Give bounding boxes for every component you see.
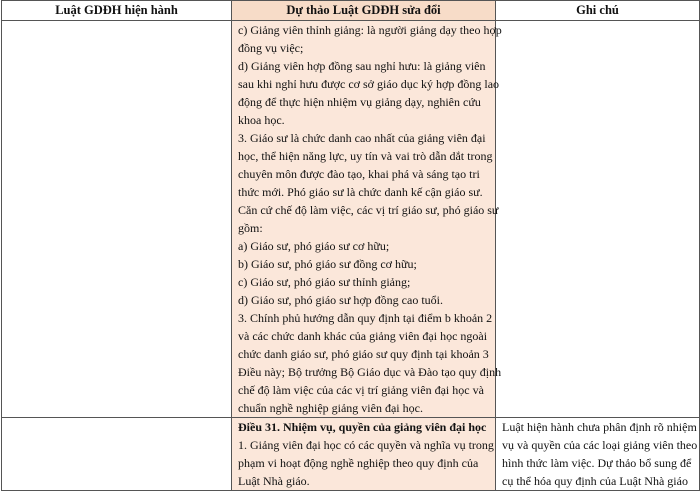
text-line: c) Giảng viên thỉnh giảng: là người giảng dạy theo hợp [238,23,502,37]
header-current-law: Luật GDĐH hiện hành [2,1,232,21]
draft-law-cell [232,418,496,491]
note-line: cụ thể hóa quy định của Luật Nhà giáo [502,474,688,488]
text-line: và các chức danh khác của giảng viên đại học ngoài [238,329,488,343]
notes-cell [496,418,700,491]
text-line: chế độ làm việc của các vị trí giảng viên đại học và [238,383,484,397]
text-line: c) Giáo sư, phó giáo sư thỉnh giảng; [238,275,411,289]
text-line: sau khi nghỉ hưu được cơ sở giáo dục ký hợp đồng lao [238,77,500,91]
text-line: chuyên môn được đào tạo, khai phá và sáng tạo tri [238,167,480,181]
header-draft-law: Dự thảo Luật GDĐH sửa đổi [232,1,496,21]
text-line: b) Giáo sư, phó giáo sư đồng cơ hữu; [238,257,417,271]
note-text-block [496,418,699,490]
notes-cell [496,21,700,418]
text-line: a) Giáo sư, phó giáo sư cơ hữu; [238,239,390,253]
text-line: 3. Giáo sư là chức danh cao nhất của giảng viên đại [238,131,486,145]
table-header-row [2,1,700,21]
text-line: 3. Chính phủ hướng dẫn quy định tại điểm b khoản 2 [238,311,493,325]
text-line: học, thể hiện năng lực, uy tín và vai trò dẫn dắt trong [238,149,493,163]
table-row [2,418,700,491]
header-notes: Ghi chú [496,1,700,21]
current-law-cell [2,21,232,418]
draft-text-block [232,21,502,417]
note-line: Luật hiện hành chưa phân định rõ nhiệm [502,420,697,434]
text-line: chức danh giáo sư, phó giáo sư quy định tại khoản 3 [238,347,489,361]
text-line: Điều này; Bộ trưởng Bộ Giáo dục và Đào tạo quy định [238,365,502,379]
text-line: gồm: [238,221,263,235]
text-line: d) Giảng viên hợp đồng sau nghỉ hưu: là giảng viên [238,59,486,73]
text-line: khoa học. [238,113,285,127]
table-row [2,21,700,418]
article-title: Điều 31. Nhiệm vụ, quyền của giảng viên đại học [238,420,487,434]
text-line: d) Giáo sư, phó giáo sư hợp đồng cao tuổi. [238,293,443,307]
text-line: phạm vi hoạt động nghề nghiệp theo quy định của [238,456,479,470]
draft-text-block [232,418,495,490]
current-law-cell [2,418,232,491]
note-line: vụ và quyền của các loại giảng viên theo [502,438,698,452]
text-line: Căn cứ chế độ làm việc, các vị trí giáo sư, phó giáo sư [238,203,499,217]
comparison-table [1,0,700,491]
text-line: 1. Giảng viên đại học có các quyền và nghĩa vụ trong [238,438,494,452]
draft-law-cell [232,21,502,418]
note-line: hình thức làm việc. Dự thảo bổ sung để [502,456,692,470]
text-line: thức mới. Phó giáo sư là chức danh kế cận giáo sư. [238,185,483,199]
text-line: chuẩn nghề nghiệp giảng viên đại học. [238,401,423,415]
text-line: Luật Nhà giáo. [238,474,310,488]
text-line: động để thực hiện nhiệm vụ giảng dạy, nghiên cứu [238,95,481,109]
text-line: đồng vụ việc; [238,41,304,55]
